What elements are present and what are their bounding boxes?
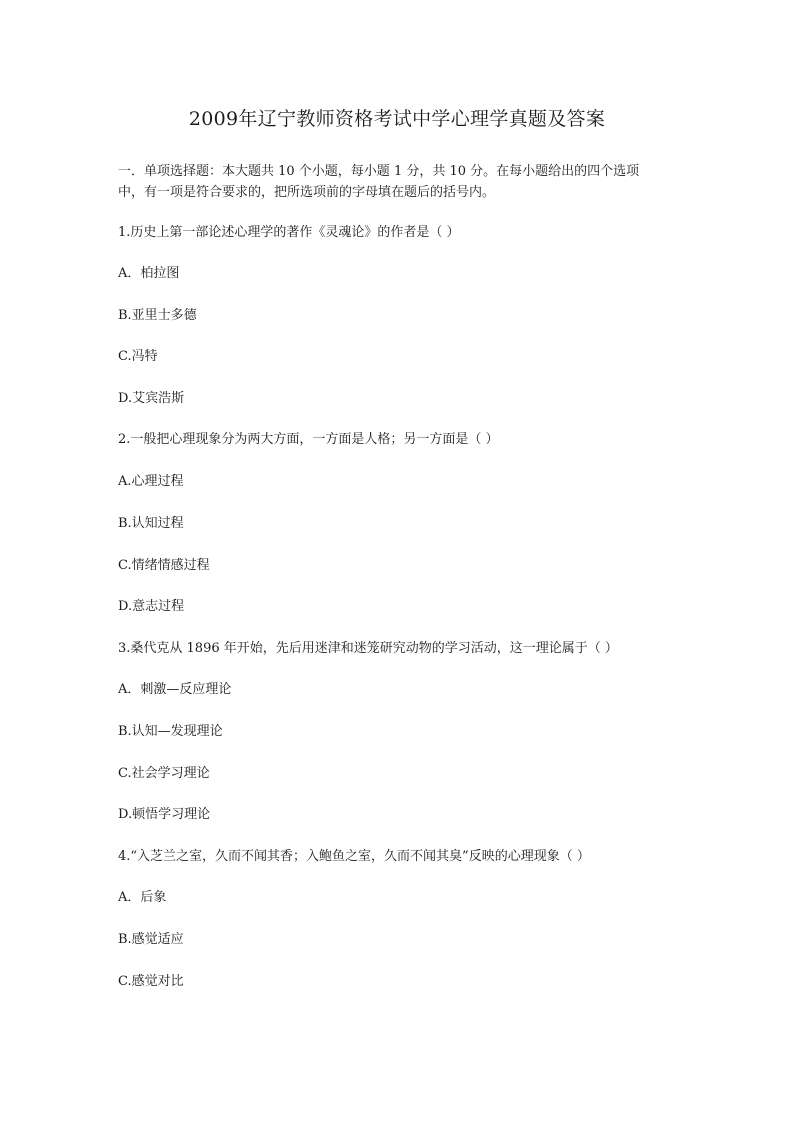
question-1-option-b: B.亚里士多德 bbox=[118, 308, 197, 323]
question-1-stem: 1.历史上第一部论述心理学的著作《灵魂论》的作者是（ ） bbox=[118, 225, 460, 240]
question-1-option-c: C.冯特 bbox=[118, 349, 158, 364]
question-2-option-c: C.情绪情感过程 bbox=[118, 558, 210, 573]
question-4-option-c: C.感觉对比 bbox=[118, 974, 184, 989]
question-3-option-c: C.社会学习理论 bbox=[118, 766, 210, 781]
question-4-option-b: B.感觉适应 bbox=[118, 932, 184, 947]
question-1-option-d: D.艾宾浩斯 bbox=[118, 391, 185, 406]
question-3-stem: 3.桑代克从 1896 年开始，先后用迷津和迷笼研究动物的学习活动，这一理论属于（ ） bbox=[118, 641, 618, 656]
section-intro-line-1: 一．单项选择题：本大题共 10 个小题，每小题 1 分，共 10 分。在每小题给出的四个选项 bbox=[118, 164, 640, 179]
section-intro-line-2: 中，有一项是符合要求的，把所选项前的字母填在题后的括号内。 bbox=[118, 185, 496, 200]
question-3-option-d: D.顿悟学习理论 bbox=[118, 807, 211, 822]
question-3-option-a: A．刺激—反应理论 bbox=[118, 682, 232, 697]
question-2-stem: 2.一般把心理现象分为两大方面，一方面是人格；另一方面是（ ） bbox=[118, 432, 499, 447]
question-2-option-a: A.心理过程 bbox=[118, 474, 184, 489]
question-2-option-b: B.认知过程 bbox=[118, 516, 184, 531]
question-4-stem: 4.“入芝兰之室，久而不闻其香；入鲍鱼之室，久而不闻其臭”反映的心理现象（ ） bbox=[118, 849, 590, 864]
question-3-option-b: B.认知—发现理论 bbox=[118, 724, 223, 739]
question-4-option-a: A．后象 bbox=[118, 890, 167, 905]
section-intro bbox=[118, 161, 678, 203]
document-title: 2009年辽宁教师资格考试中学心理学真题及答案 bbox=[188, 108, 606, 130]
question-1-option-a: A．柏拉图 bbox=[118, 266, 180, 281]
question-2-option-d: D.意志过程 bbox=[118, 599, 185, 614]
